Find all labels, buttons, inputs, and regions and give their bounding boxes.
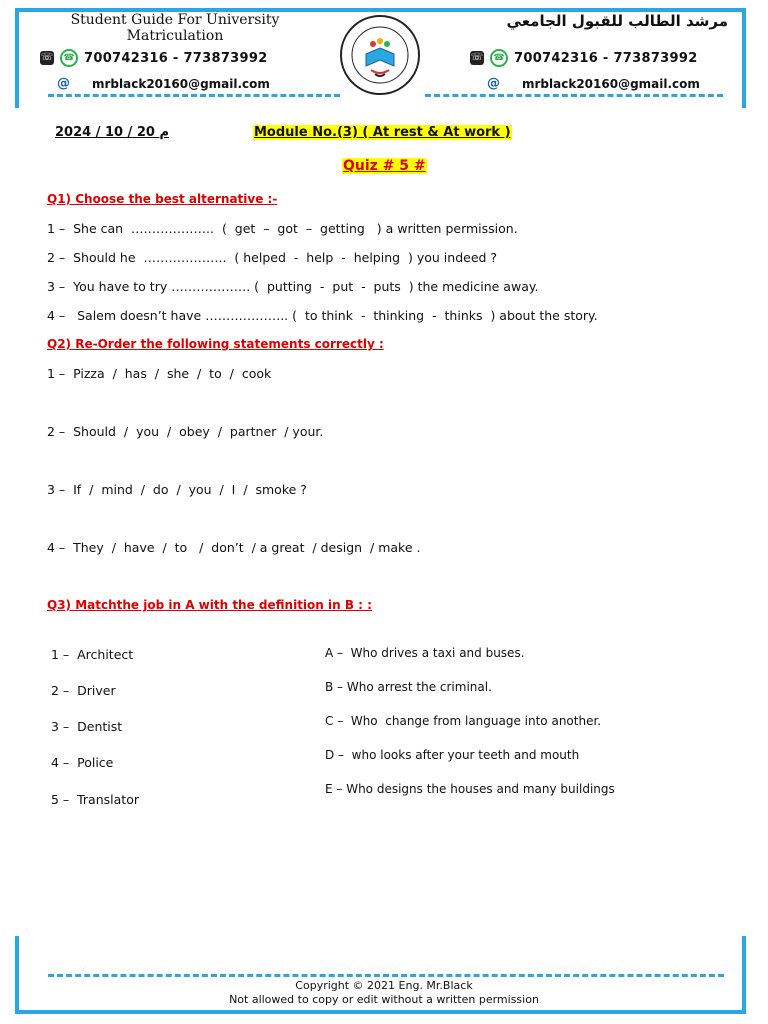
whatsapp-icon: ☎ [60, 49, 78, 67]
header-english-title [50, 12, 300, 44]
q1-item: 1 – She can ……………….. ( get – got – getting ) a written permission. [47, 221, 518, 236]
q1-item: 2 – Should he ……………….. ( helped - help - helping ) you indeed ? [47, 250, 498, 265]
header-arabic-title: مرشد الطالب للقبول الجامعي [506, 12, 728, 30]
at-icon: @ [487, 76, 500, 91]
q2-heading: Q2) Re-Order the following statements correctly : [47, 337, 384, 351]
phone-icon: ☏ [40, 52, 54, 63]
header-english-title-line2: Matriculation [126, 28, 224, 44]
header-dashed-divider-left [48, 94, 340, 97]
contact-email-right [487, 76, 700, 91]
whatsapp-icon: ☎ [490, 49, 508, 67]
q2-item: 1 – Pizza / has / she / to / cook [47, 366, 272, 381]
q3-column-a-item: 3 – Dentist [51, 719, 123, 734]
email-address: mrblack20160@gmail.com [522, 76, 700, 91]
left-frame-bar-top [15, 10, 19, 108]
phone-icon: ☏ [470, 52, 484, 63]
q2-item: 4 – They / have / to / don’t / a great / design / make . [47, 540, 421, 555]
seal-logo-icon [339, 14, 421, 96]
right-frame-bar-top [742, 10, 746, 108]
module-title: Module No.(3) ( At rest & At work ) [254, 125, 511, 140]
q3-column-a-item: 2 – Driver [51, 683, 116, 698]
q3-column-b-item: A – Who drives a taxi and buses. [325, 646, 525, 660]
footer-notice: Not allowed to copy or edit without a written permission [229, 993, 539, 1006]
q3-column-b-item: E – Who designs the houses and many buildings [325, 782, 615, 796]
q2-item: 3 – If / mind / do / you / I / smoke ? [47, 482, 307, 497]
q3-column-a-item: 5 – Translator [51, 792, 139, 807]
q2-item: 2 – Should / you / obey / partner / your. [47, 424, 324, 439]
header-dashed-divider-right [425, 94, 723, 97]
q3-column-b-item: C – Who change from language into another. [325, 714, 602, 728]
contact-phone-left [40, 49, 268, 67]
header-english-title-line1: Student Guide For University [70, 12, 280, 28]
phone-numbers: 700742316 - 773873992 [84, 50, 268, 66]
q3-column-b-item: B – Who arrest the criminal. [325, 680, 492, 694]
quiz-date: 2024 / 10 / 20 م [55, 125, 170, 140]
q3-column-b-item: D – who looks after your teeth and mouth [325, 748, 580, 762]
q1-item: 4 – Salem doesn’t have ……………….. ( to think - thinking - thinks ) about the story. [47, 308, 598, 323]
contact-email-left [57, 76, 270, 91]
at-icon: @ [57, 76, 70, 91]
contact-phone-right [470, 49, 698, 67]
footer-dashed-divider [48, 974, 724, 977]
q3-column-a-item: 1 – Architect [51, 647, 134, 662]
email-address: mrblack20160@gmail.com [92, 76, 270, 91]
quiz-number: Quiz # 5 # [343, 158, 426, 174]
q1-heading: Q1) Choose the best alternative :- [47, 192, 278, 206]
q3-column-a-item: 4 – Police [51, 755, 114, 770]
q1-item: 3 – You have to try ………………. ( putting - put - puts ) the medicine away. [47, 279, 539, 294]
q3-heading: Q3) Matchthe job in A with the definition in B : : [47, 598, 372, 612]
footer-copyright: Copyright © 2021 Eng. Mr.Black [295, 979, 473, 992]
phone-numbers: 700742316 - 773873992 [514, 50, 698, 66]
